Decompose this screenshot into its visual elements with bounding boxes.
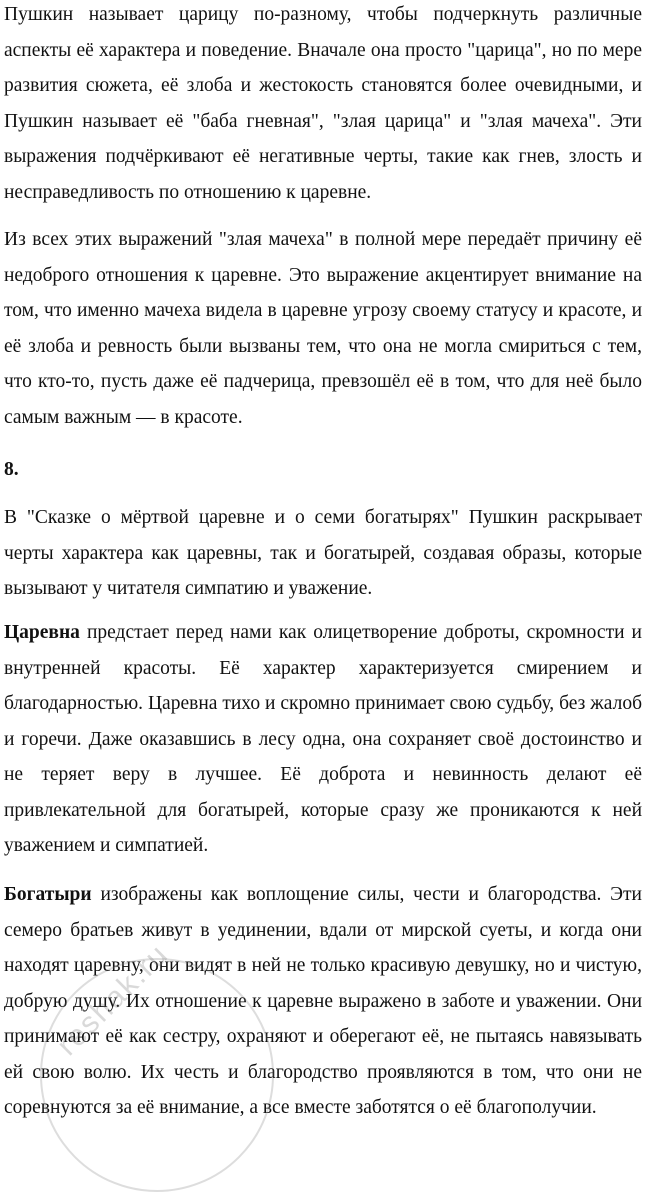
- paragraph-text: В "Сказке о мёртвой царевне и о семи богатырях" Пушкин раскрывает черты характера как царевны, так и богатырей, создавая образы, которые вызывают у читателя симпатию и уважение.: [4, 507, 642, 599]
- watermark-text: reshak.ru: [50, 937, 176, 1063]
- section-number: 8.: [4, 459, 19, 480]
- paragraph-text: Пушкин называет царицу по-разному, чтобы подчеркнуть различные аспекты её характера и поведение. Вначале она просто "царица", но по мере развития сюжета, её злоба и жестокость становятся более очевидными, и Пушкин называет её "баба гневная", "злая царица" и "злая мачеха". Эти выражения подчёркивают её негативные черты, такие как гнев, злость и несправедливость по отношению к царевне.: [4, 4, 642, 203]
- paragraph-text: изображены как воплощение силы, чести и благородства. Эти семеро братьев живут в уединении, вдали от мирской суеты, и когда они находят царевну, они видят в ней не только красивую девушку, но и чистую, добрую душу. Их отношение к царевне выражено в заботе и уважении. Они принимают её как сестру, охраняют и оберегают её, не пытаясь навязывать ей свою волю. Их честь и благородство проявляются в том, что они не соревнуются за её внимание, а все вместе заботятся о её благополучии.: [4, 884, 642, 1118]
- term-tsarevna: Царевна: [4, 622, 80, 643]
- paragraph-tsarevna: [4, 615, 642, 864]
- term-bogatyri: Богатыри: [4, 884, 92, 905]
- paragraph-tsaritsa-names: [4, 0, 642, 210]
- paragraph-bogatyri: [4, 877, 642, 1126]
- paragraph-text: предстает перед нами как олицетворение доброты, скромности и внутренней красоты. Её характер характеризуется смирением и благодарностью. Царевна тихо и скромно принимает свою судьбу, без жалоб и горечи. Даже оказавшись в лесу одна, она сохраняет своё достоинство и не теряет веру в лучшее. Её доброта и невинность делают её привлекательной для богатырей, которые сразу же проникаются к ней уважением и симпатией.: [4, 622, 642, 856]
- paragraph-text: Из всех этих выражений "злая мачеха" в полной мере передаёт причину её недоброго отношения к царевне. Это выражение акцентирует внимание на том, что именно мачеха видела в царевне угрозу своему статусу и красоте, и её злоба и ревность были вызваны тем, что она не могла смириться с тем, что кто-то, пусть даже её падчерица, превзошёл её в том, что для неё было самым важным — в красоте.: [4, 229, 642, 428]
- paragraph-evil-stepmother: [4, 222, 642, 435]
- paragraph-tale-intro: [4, 500, 642, 607]
